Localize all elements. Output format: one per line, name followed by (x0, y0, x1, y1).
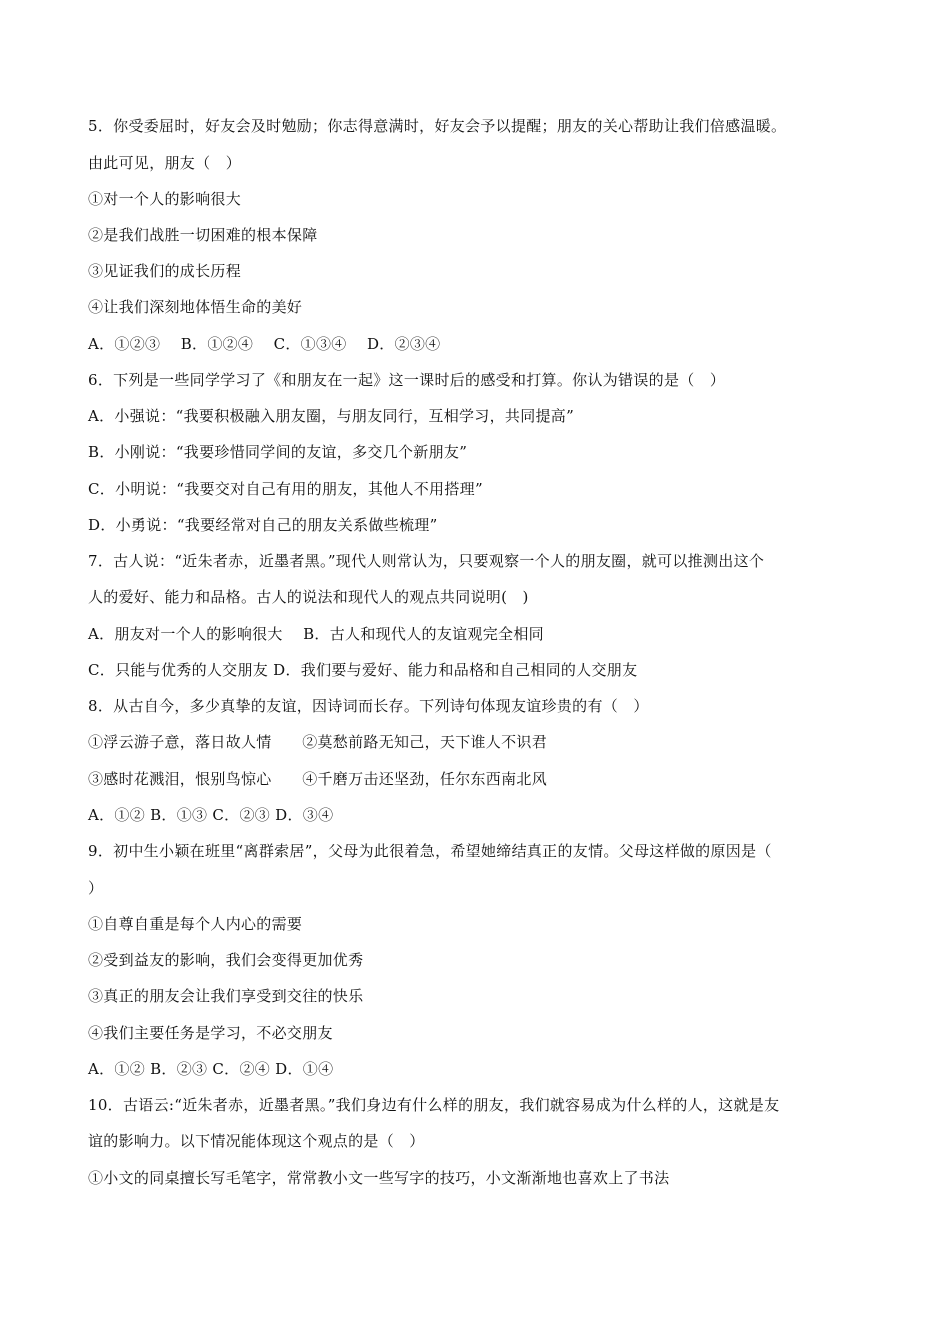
q5-statement-1: ①对一个人的影响很大 (88, 190, 242, 208)
q6-stem: 6．下列是一些同学学习了《和朋友在一起》这一课时后的感受和打算。你认为错误的是（ ） (88, 371, 726, 389)
q6-option-a: A．小强说：“我要积极融入朋友圈，与朋友同行，互相学习，共同提高” (88, 407, 575, 425)
q8-options: A．①② B．①③ C．②③ D．③④ (88, 806, 334, 824)
q9-stem-line-2: ） (88, 879, 104, 897)
q9-statement-4: ④我们主要任务是学习，不必交朋友 (88, 1024, 333, 1042)
q8-statements-34: ③感时花溅泪，恨别鸟惊心 ④千磨万击还坚劲，任尔东西南北风 (88, 770, 548, 788)
q9-statement-1: ①自尊自重是每个人内心的需要 (88, 915, 303, 933)
q5-statement-2: ②是我们战胜一切困难的根本保障 (88, 226, 318, 244)
q5-stem-line-1: 5．你受委屈时，好友会及时勉励；你志得意满时，好友会予以提醒；朋友的关心帮助让我们倍感温暖。 (88, 117, 787, 135)
q9-statement-3: ③真正的朋友会让我们享受到交往的快乐 (88, 987, 364, 1005)
q7-stem-line-2: 人的爱好、能力和品格。古人的说法和现代人的观点共同说明( ) (88, 588, 529, 606)
q7-options-ab: A．朋友对一个人的影响很大 B．古人和现代人的友谊观完全相同 (88, 625, 544, 643)
q7-stem-line-1: 7．古人说：“近朱者赤，近墨者黑。”现代人则常认为，只要观察一个人的朋友圈，就可以推测出这个 (88, 552, 765, 570)
q6-option-b: B．小刚说：“我要珍惜同学间的友谊，多交几个新朋友” (88, 443, 468, 461)
q9-statement-2: ②受到益友的影响，我们会变得更加优秀 (88, 951, 364, 969)
q10-stem-line-2: 谊的影响力。以下情况能体现这个观点的是（ ） (88, 1132, 425, 1150)
q8-statements-12: ①浮云游子意，落日故人情 ②莫愁前路无知己，天下谁人不识君 (88, 733, 548, 751)
q9-stem-line-1: 9．初中生小颖在班里“离群索居”，父母为此很着急，希望她缔结真正的友情。父母这样做的原因是（ (88, 842, 772, 860)
q9-options: A．①② B．②③ C．②④ D．①④ (88, 1060, 334, 1078)
q5-statement-4: ④让我们深刻地体悟生命的美好 (88, 298, 303, 316)
q5-stem-line-2: 由此可见，朋友（ ） (88, 154, 242, 172)
q10-statement-1: ①小文的同桌擅长写毛笔字，常常教小文一些写字的技巧，小文渐渐地也喜欢上了书法 (88, 1169, 670, 1187)
q10-stem-line-1: 10．古语云:“近朱者赤，近墨者黑。”我们身边有什么样的朋友，我们就容易成为什么样的人，这就是友 (88, 1096, 780, 1114)
q6-option-c: C．小明说：“我要交对自己有用的朋友，其他人不用搭理” (88, 480, 483, 498)
q5-statement-3: ③见证我们的成长历程 (88, 262, 242, 280)
q6-option-d: D．小勇说：“我要经常对自己的朋友关系做些梳理” (88, 516, 438, 534)
q5-options: A．①②③ B．①②④ C．①③④ D．②③④ (88, 335, 441, 353)
q7-options-cd: C．只能与优秀的人交朋友 D．我们要与爱好、能力和品格和自己相同的人交朋友 (88, 661, 638, 679)
q8-stem: 8．从古自今，多少真挚的友谊，因诗词而长存。下列诗句体现友谊珍贵的有（ ） (88, 697, 649, 715)
